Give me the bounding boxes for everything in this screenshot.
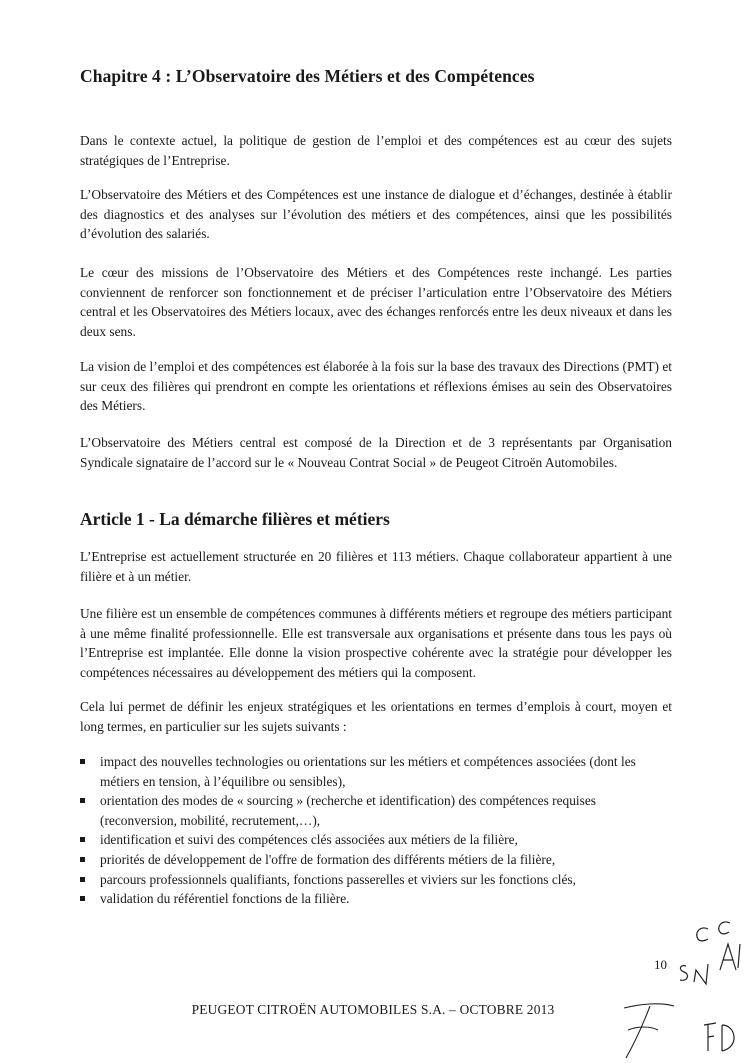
list-item: parcours professionnels qualifiants, fonctions passerelles et viviers sur les fonctions clés, bbox=[80, 870, 672, 890]
bullet-icon bbox=[80, 798, 85, 803]
article-paragraph-2: Une filière est un ensemble de compétences communes à différents métiers et regroupe des métiers participant à une même finalité professionnelle. Elle est transversale aux organisations et présente dans tous les pays où l’Entreprise est implantée. Elle donne la vision prospective cohérente avec la stratégie pour développer les compétences nécessaires au développement des métiers qui la composent. bbox=[80, 606, 672, 680]
handwritten-signature bbox=[610, 1000, 680, 1063]
bullet-icon bbox=[80, 877, 85, 882]
list-item: validation du référentiel fonctions de la filière. bbox=[80, 889, 672, 909]
handwritten-initials-sn bbox=[676, 958, 716, 988]
topics-list bbox=[80, 752, 672, 909]
chapter-paragraph-4: La vision de l’emploi et des compétences est élaborée à la fois sur la base des travaux des Directions (PMT) et sur ceux des filières qui prendront en compte les orientations et réflexions émises au sein des Observatoires des Métiers. bbox=[80, 359, 672, 414]
chapter-paragraph-3: Le cœur des missions de l’Observatoire des Métiers et des Compétences reste inchangé. Les parties conviennent de renforcer son fonctionnement et de préciser l’articulation entre l’Observatoire des Métiers central et les Observatoires des Métiers locaux, avec des échanges renforcés entre les deux niveaux et dans les deux sens. bbox=[80, 265, 672, 339]
list-item: impact des nouvelles technologies ou orientations sur les métiers et compétences associées (dont les métiers en tension, à l’équilibre ou sensibles), bbox=[80, 752, 672, 791]
chapter-paragraph-2: L’Observatoire des Métiers et des Compétences est une instance de dialogue et d’échanges, destinée à établir des diagnostics et des analyses sur l’évolution des métiers et des compétences, ainsi que les possibilités d’évolution des salariés. bbox=[80, 187, 672, 242]
bullet-icon bbox=[80, 759, 85, 764]
handwritten-initials-ai bbox=[716, 940, 744, 976]
article-paragraph-3: Cela lui permet de définir les enjeux stratégiques et les orientations en termes d’emplois à court, moyen et long termes, en particulier sur les sujets suivants : bbox=[80, 699, 672, 734]
list-item: priorités de développement de l'offre de formation des différents métiers de la filière, bbox=[80, 850, 672, 870]
chapter-title: Chapitre 4 : L’Observatoire des Métiers et des Compétences bbox=[80, 66, 535, 86]
chapter-paragraph-5: L’Observatoire des Métiers central est composé de la Direction et de 3 représentants par Organisation Syndicale signataire de l’accord sur le « Nouveau Contrat Social » de Peugeot Citroën Automobiles. bbox=[80, 435, 672, 470]
list-item: identification et suivi des compétences clés associées aux métiers de la filière, bbox=[80, 830, 672, 850]
article-paragraph-1: L’Entreprise est actuellement structurée en 20 filières et 113 métiers. Chaque collaborateur appartient à une filière et à un métier. bbox=[80, 549, 672, 584]
chapter-paragraph-1: Dans le contexte actuel, la politique de gestion de l’emploi et des compétences est au cœur des sujets stratégiques de l’Entreprise. bbox=[80, 133, 672, 168]
bullet-icon bbox=[80, 837, 85, 842]
page-number: 10 bbox=[654, 957, 667, 972]
page-footer: PEUGEOT CITROËN AUTOMOBILES S.A. – OCTOBRE 2013 bbox=[191, 1002, 555, 1017]
handwritten-initials-fd bbox=[700, 1015, 744, 1057]
list-item: orientation des modes de « sourcing » (recherche et identification) des compétences requises (reconversion, mobilité, recrutement,…), bbox=[80, 791, 672, 830]
article-title: Article 1 - La démarche filières et métiers bbox=[80, 509, 390, 529]
bullet-icon bbox=[80, 857, 85, 862]
bullet-icon bbox=[80, 896, 85, 901]
